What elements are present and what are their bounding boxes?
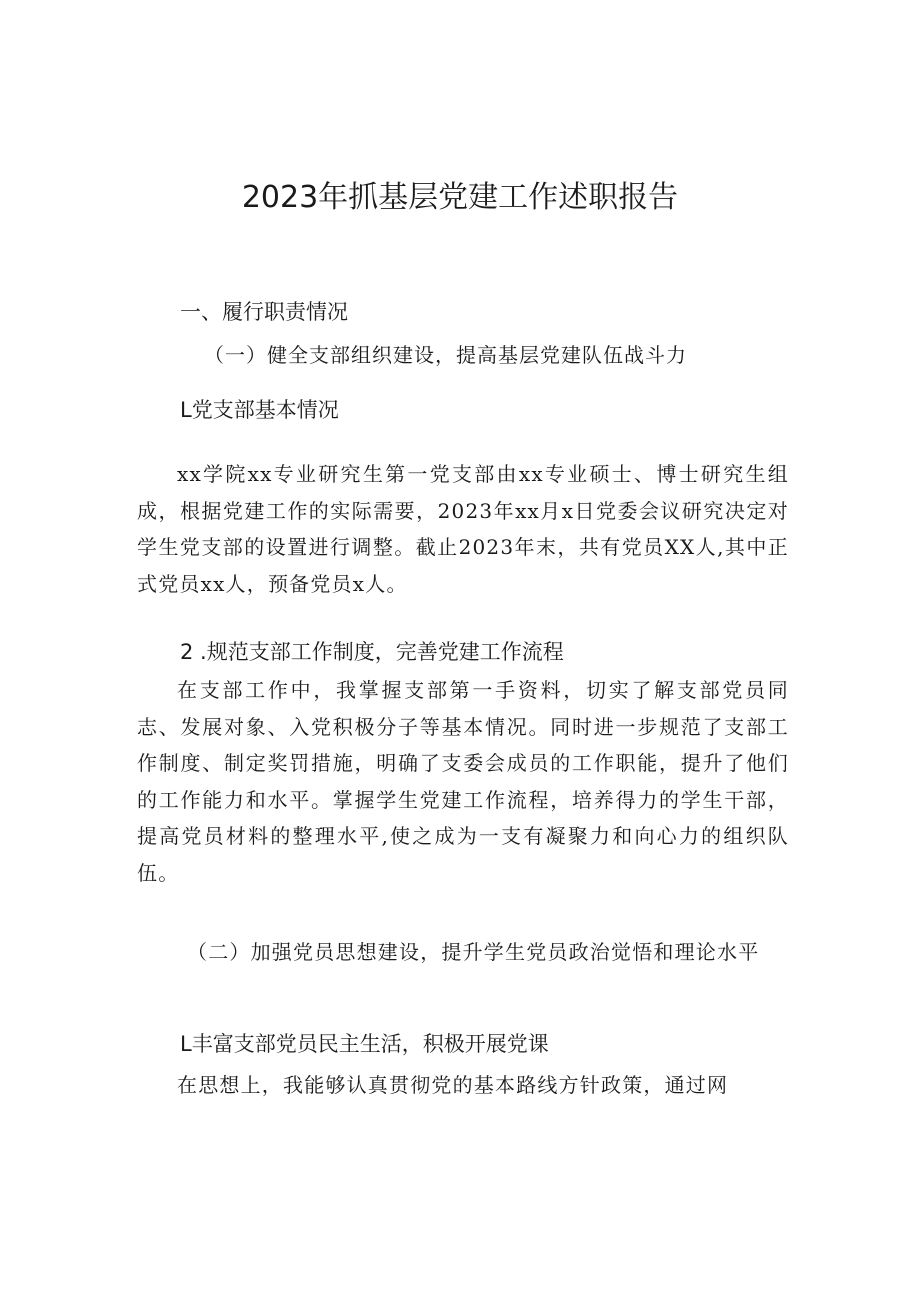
paragraph-branch-overview: xx学院xx专业研究生第一党支部由xx专业硕士、博士研究生组成，根据党建工作的实际需要，2023年xx月x日党委会议研究决定对学生党支部的设置进行调整。截止2023年末，共有党员XX人,其中正式党员xx人，预备党员x人。: [137, 462, 789, 596]
item-heading-3: L丰富支部党员民主生活，积极开展党课: [180, 1032, 549, 1056]
section-heading-1: 一、履行职责情况: [180, 300, 348, 324]
document-title: 2023年抓基层党建工作述职报告: [241, 180, 679, 215]
item-heading-2: 2 .规范支部工作制度，完善党建工作流程: [180, 640, 564, 664]
subsection-heading-1: （一）健全支部组织建设，提高基层党建队伍战斗力: [204, 343, 687, 367]
paragraph-thought-building: 在思想上，我能够认真贯彻党的基本路线方针政策，通过网: [177, 1073, 729, 1097]
subsection-heading-2: （二）加强党员思想建设，提升学生党员政治觉悟和理论水平: [187, 940, 760, 964]
item-heading-1: L党支部基本情况: [180, 398, 339, 422]
paragraph-work-system: 在支部工作中，我掌握支部第一手资料，切实了解支部党员同志、发展对象、入党积极分子等基本情况。同时进一步规范了支部工作制度、制定奖罚措施，明确了支委会成员的工作职能，提升了他们的工作能力和水平。掌握学生党建工作流程，培养得力的学生干部，提高党员材料的整理水平,使之成为一支有凝聚力和向心力的组织队伍。: [137, 678, 789, 885]
